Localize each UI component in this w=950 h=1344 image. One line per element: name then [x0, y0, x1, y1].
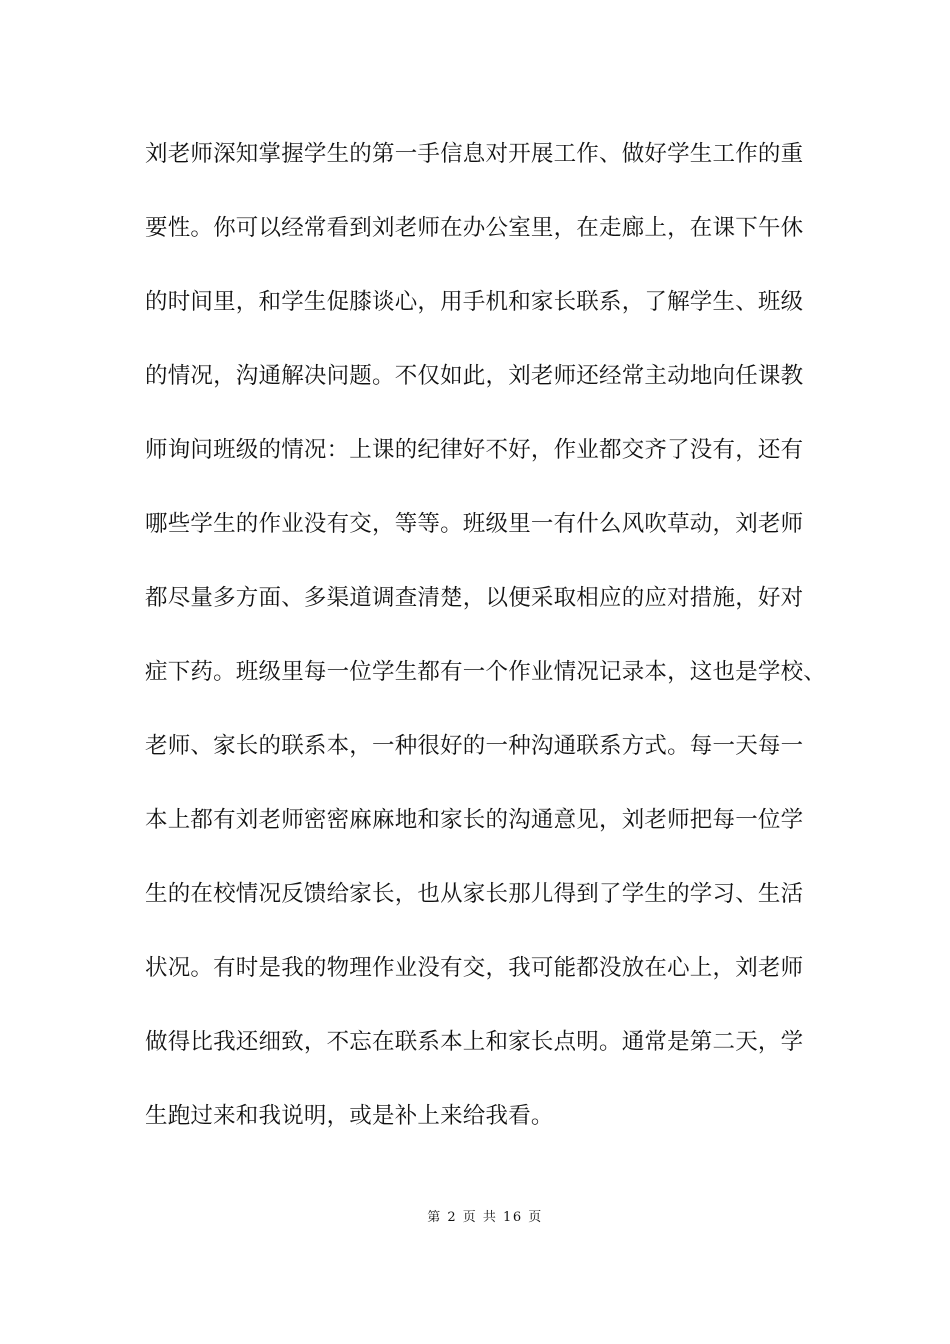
text-line: 刘老师深知掌握学生的第一手信息对开展工作、做好学生工作的重: [145, 141, 804, 167]
text-line: 老师、家长的联系本，一种很好的一种沟通联系方式。每一天每一: [145, 733, 804, 759]
text-line: 生的在校情况反馈给家长，也从家长那儿得到了学生的学习、生活: [145, 881, 804, 907]
text-line: 做得比我还细致，不忘在联系本上和家长点明。通常是第二天，学: [145, 1029, 804, 1055]
page-number-footer: 第 2 页 共 16 页: [427, 1210, 543, 1225]
text-line: 师询问班级的情况：上课的纪律好不好，作业都交齐了没有，还有: [145, 437, 804, 463]
body-paragraph: [145, 134, 825, 1170]
text-line: 哪些学生的作业没有交，等等。班级里一有什么风吹草动，刘老师: [145, 511, 804, 537]
text-line: 本上都有刘老师密密麻麻地和家长的沟通意见，刘老师把每一位学: [145, 807, 804, 833]
text-line: 的时间里，和学生促膝谈心，用手机和家长联系，了解学生、班级: [145, 289, 804, 315]
text-line: 的情况，沟通解决问题。不仅如此，刘老师还经常主动地向任课教: [145, 363, 804, 389]
text-line: 生跑过来和我说明，或是补上来给我看。: [145, 1103, 554, 1129]
text-line: 都尽量多方面、多渠道调查清楚，以便采取相应的应对措施，好对: [145, 585, 804, 611]
text-line: 要性。你可以经常看到刘老师在办公室里，在走廊上，在课下午休: [145, 215, 804, 241]
text-line: 症下药。班级里每一位学生都有一个作业情况记录本，这也是学校、: [145, 659, 827, 685]
text-line: 状况。有时是我的物理作业没有交，我可能都没放在心上，刘老师: [145, 955, 804, 981]
